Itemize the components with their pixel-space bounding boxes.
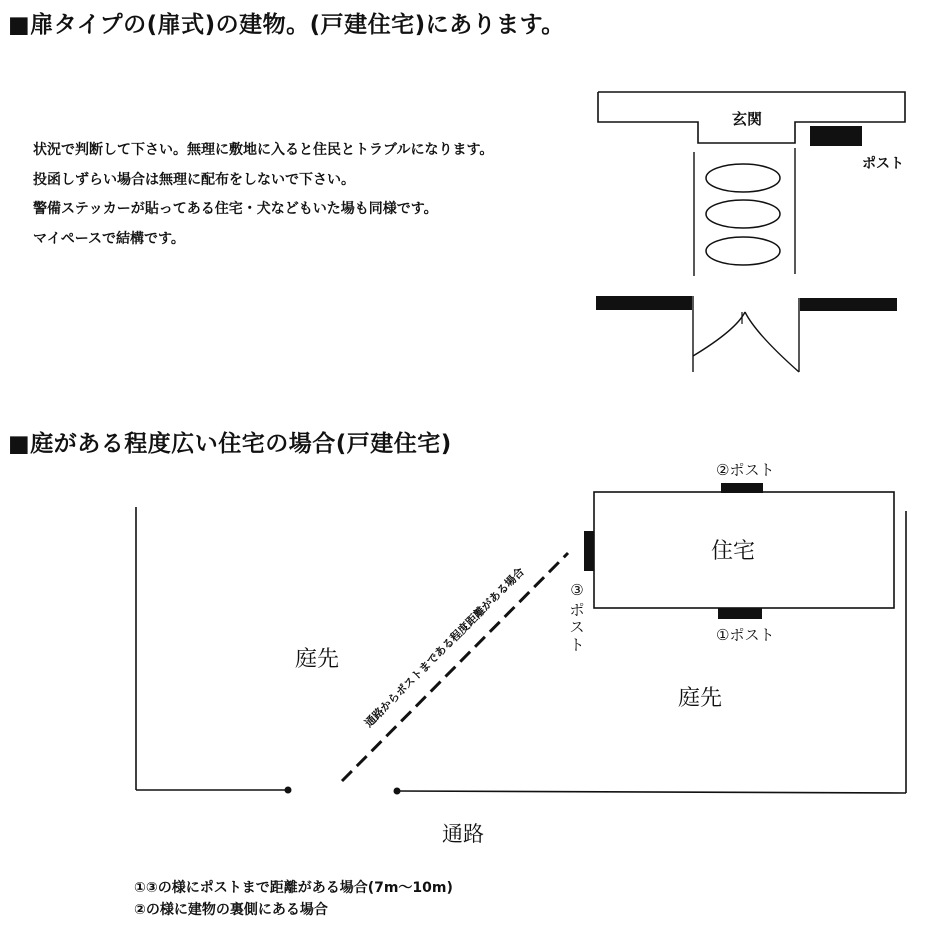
road-label: 通路 <box>442 822 484 846</box>
fence-left <box>596 296 692 310</box>
post2-label: ②ポスト <box>716 461 775 479</box>
post1-label: ①ポスト <box>716 626 775 644</box>
note-line: 状況で判断して下さい。無理に敷地に入ると住民とトラブルになります。 <box>33 142 494 158</box>
house-label: 住宅 <box>710 539 756 564</box>
stepping-stone <box>706 237 780 265</box>
post-label: ポスト <box>862 156 904 172</box>
gate-door-right <box>745 312 799 372</box>
gate-door-left <box>693 312 745 356</box>
post3-label-char: ポ <box>569 601 585 619</box>
footnote-line: ①③の様にポストまで距離がある場合(7m～10m) <box>134 880 453 896</box>
stepping-stone <box>706 200 780 228</box>
section2-footnotes <box>134 877 453 921</box>
note-line: 警備ステッカーが貼ってある住宅・犬などもいた場も同様です。 <box>33 201 438 217</box>
post3-number: ③ <box>570 581 584 599</box>
footnote-line: ②の様に建物の裏側にある場合 <box>134 902 328 918</box>
yard-left-label: 庭先 <box>294 647 340 672</box>
yard-right-label: 庭先 <box>677 686 723 711</box>
post3-label-char: ト <box>569 636 585 654</box>
gate-end-right <box>394 788 401 795</box>
path-label: 通路からポストまである程度距離がある場合 <box>362 565 527 730</box>
fence-right <box>800 298 897 311</box>
post3-box <box>584 531 594 571</box>
gate-end-left <box>285 787 292 794</box>
path-dashed-line <box>342 553 568 781</box>
note-line: 投函しずらい場合は無理に配布をしないで下さい。 <box>33 171 355 188</box>
post3-label-char: ス <box>569 618 585 636</box>
post-box <box>810 126 862 146</box>
post2-box <box>721 483 763 493</box>
stepping-stone <box>706 164 780 192</box>
section2-heading: ■庭がある程度広い住宅の場合(戸建住宅) <box>8 431 452 457</box>
entrance-label: 玄関 <box>731 110 763 128</box>
section1-heading: ■扉タイプの(扉式)の建物。(戸建住宅)にあります。 <box>8 12 565 38</box>
note-line: マイペースで結構です。 <box>33 230 185 247</box>
door-type-diagram <box>596 92 905 372</box>
boundary-bottom-right <box>397 791 906 793</box>
yard-house-diagram <box>136 461 906 846</box>
post1-box <box>718 608 762 619</box>
